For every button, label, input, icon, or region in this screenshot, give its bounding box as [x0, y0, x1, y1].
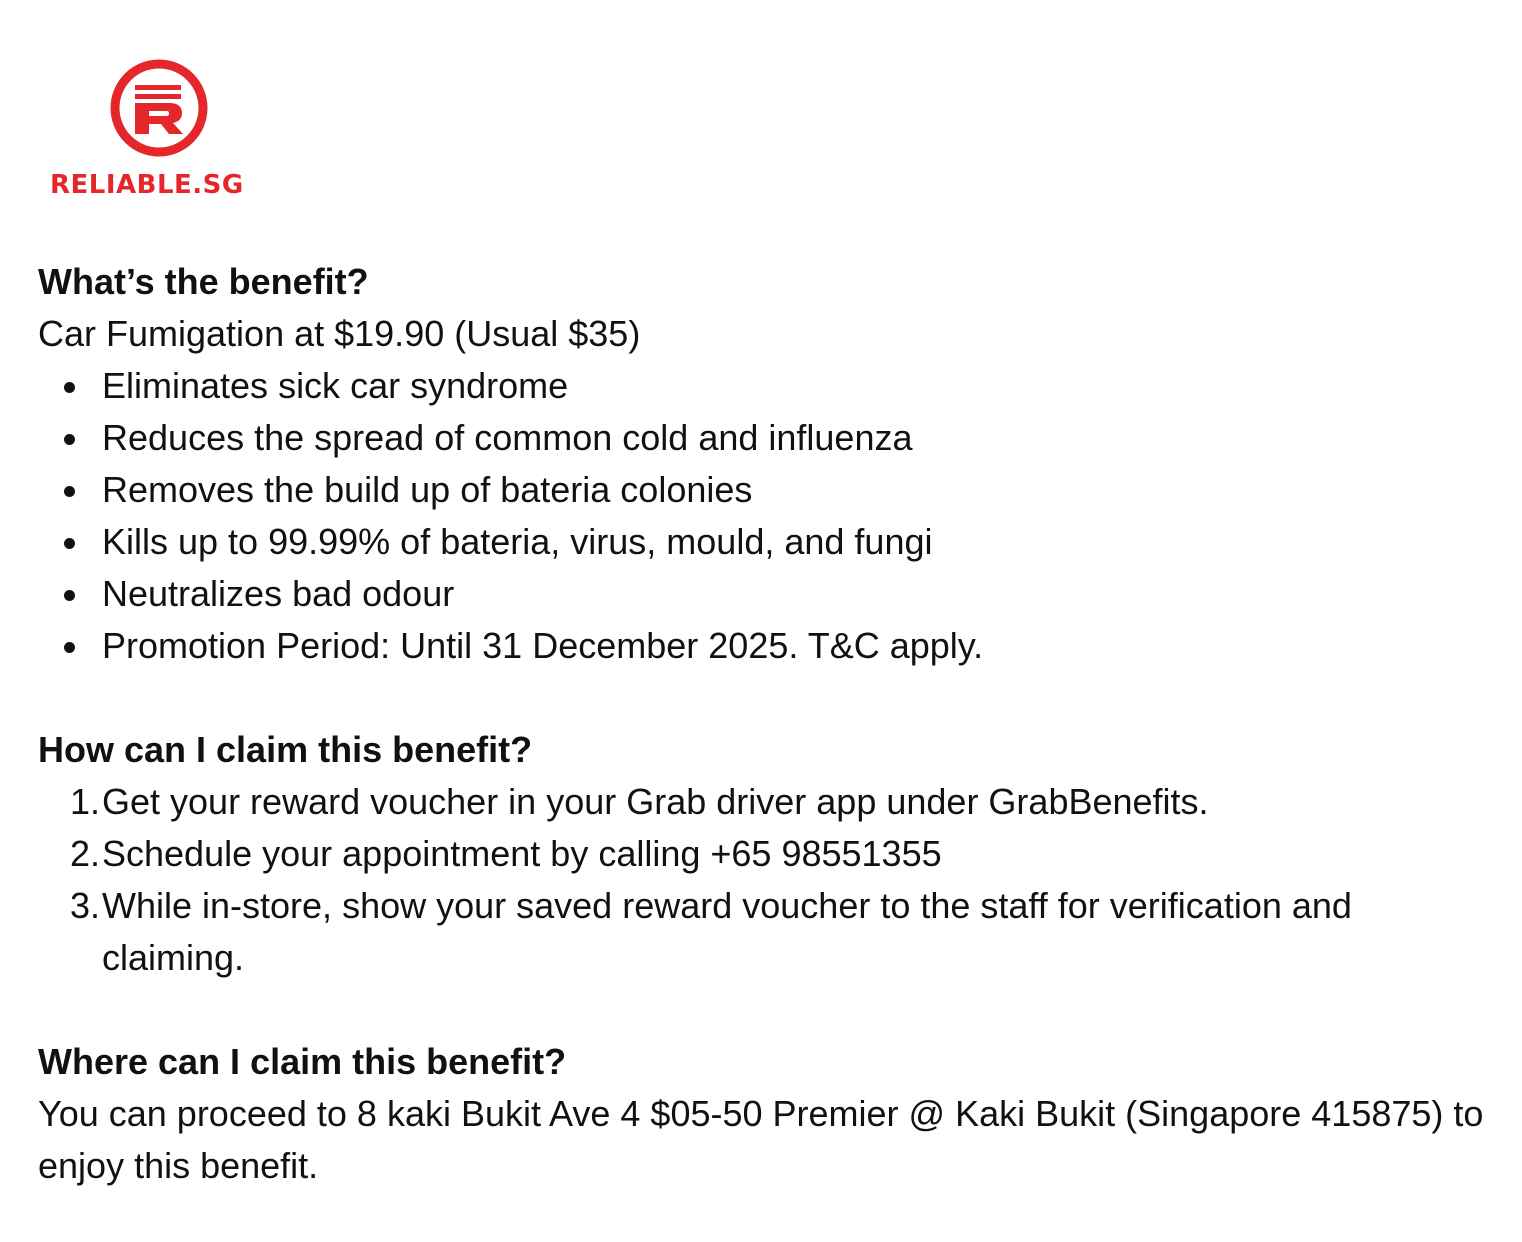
offer-intro: Car Fumigation at $19.90 (Usual $35) [38, 313, 641, 354]
reliable-r-logo-icon [109, 58, 209, 158]
step-text: While in-store, show your saved reward voucher to the staff for verification and claiming. [102, 885, 1352, 978]
how-heading: How can I claim this benefit? [38, 729, 533, 770]
step-item [38, 776, 1488, 828]
list-item: Eliminates sick car syndrome [38, 360, 1488, 412]
step-item [38, 828, 1488, 880]
where-section [38, 1036, 1488, 1192]
brand-name: RELIABLE.SG [50, 170, 244, 200]
section-spacer [38, 984, 1488, 1036]
step-text: Get your reward voucher in your Grab driver app under GrabBenefits. [102, 781, 1209, 822]
step-number: 3. [69, 885, 100, 926]
location-text: You can proceed to 8 kaki Bukit Ave 4 $05-50 Premier @ Kaki Bukit (Singapore 415875) to enjoy this benefit. [38, 1093, 1484, 1186]
claim-steps-list [38, 776, 1488, 984]
step-number: 1. [69, 781, 100, 822]
step-text: Schedule your appointment by calling +65 98551355 [102, 833, 942, 874]
benefit-content [38, 256, 1488, 1192]
list-item: Promotion Period: Until 31 December 2025. T&C apply. [38, 620, 1488, 672]
list-item: Reduces the spread of common cold and influenza [38, 412, 1488, 464]
where-heading: Where can I claim this benefit? [38, 1041, 567, 1082]
how-section [38, 724, 1488, 984]
section-spacer [38, 672, 1488, 724]
what-section [38, 256, 1488, 672]
list-item: Kills up to 99.99% of bateria, virus, mould, and fungi [38, 516, 1488, 568]
step-item [38, 880, 1488, 984]
list-item: Removes the build up of bateria colonies [38, 464, 1488, 516]
list-item: Neutralizes bad odour [38, 568, 1488, 620]
what-heading: What’s the benefit? [38, 261, 369, 302]
benefit-bullet-list [38, 360, 1488, 672]
reliable-logo [48, 58, 272, 208]
step-number: 2. [69, 833, 100, 874]
